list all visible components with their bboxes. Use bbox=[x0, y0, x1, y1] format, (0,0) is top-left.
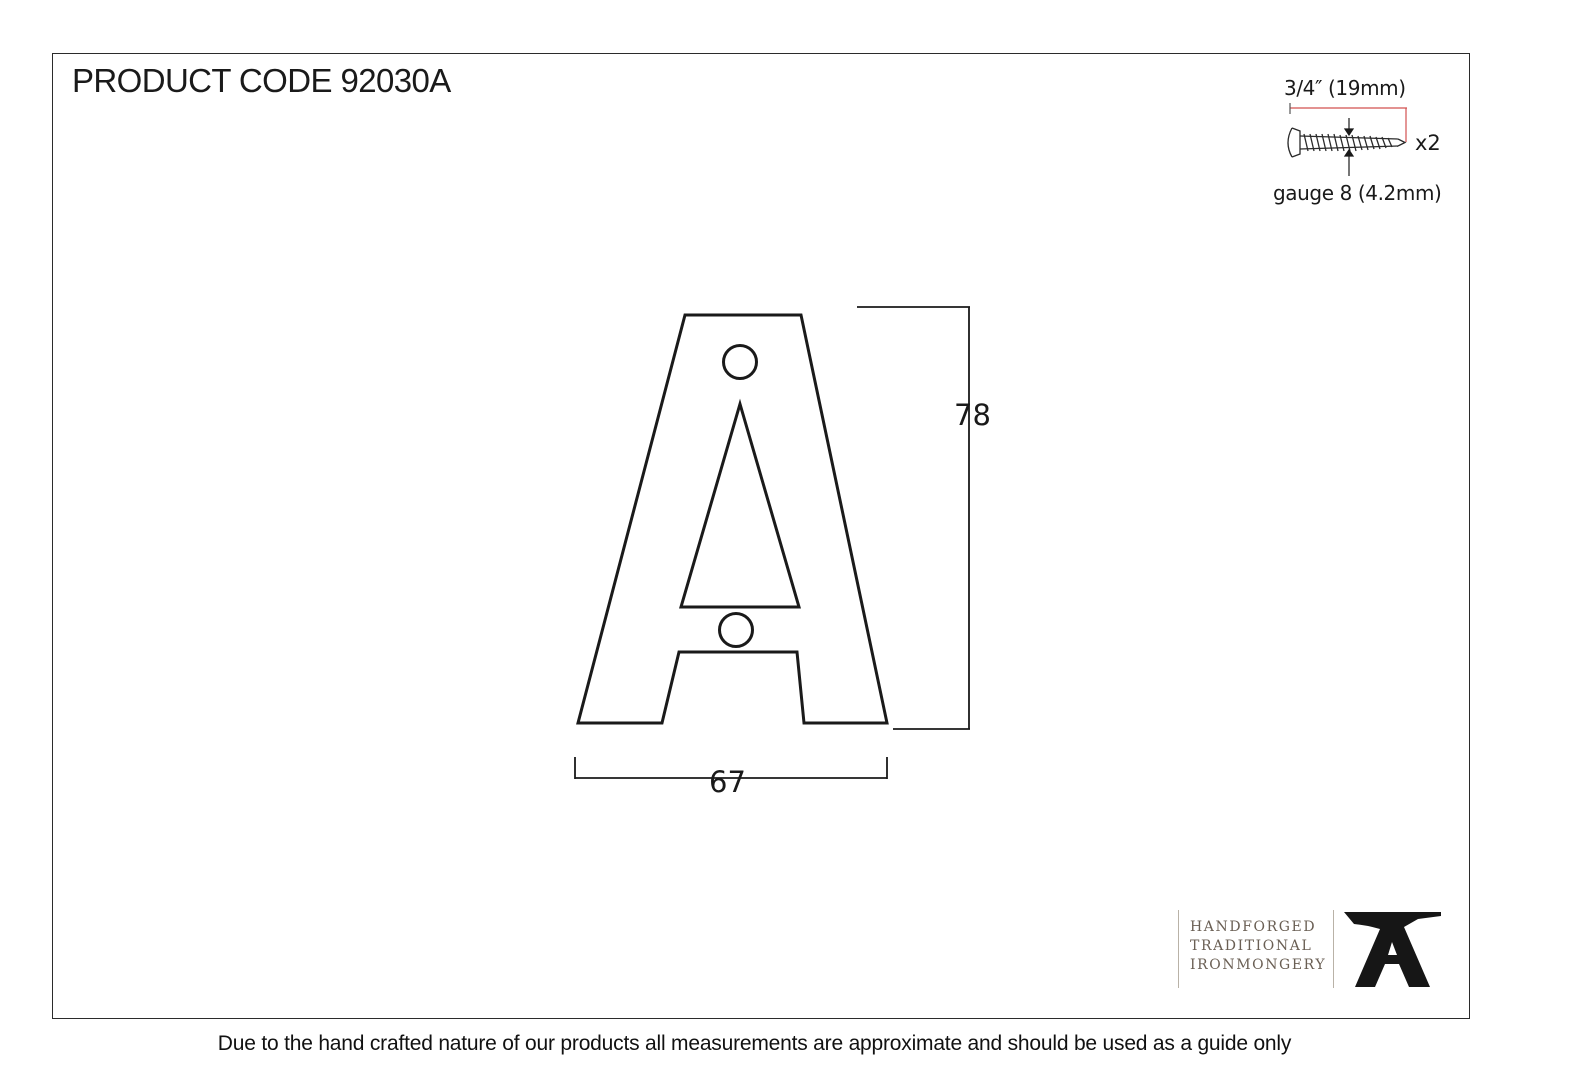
screw-length-label: 3/4″ (19mm) bbox=[1284, 76, 1406, 100]
top-fixing-hole bbox=[724, 346, 757, 379]
height-label: 78 bbox=[954, 398, 991, 432]
letter-a-inner-triangle bbox=[681, 404, 799, 607]
product-code: PRODUCT CODE 92030A bbox=[72, 62, 451, 99]
brand-divider-left bbox=[1178, 910, 1179, 988]
screw-quantity-label: x2 bbox=[1415, 131, 1441, 155]
anvil-logo-icon bbox=[1344, 912, 1441, 987]
brand-divider-right bbox=[1333, 910, 1334, 988]
brand-line-1: HANDFORGED bbox=[1190, 919, 1317, 935]
measurement-disclaimer: Due to the hand crafted nature of our products all measurements are approximate and should be used as a guide only bbox=[217, 1032, 1292, 1055]
brand-wordmark bbox=[1190, 918, 1325, 975]
screw-icon bbox=[1288, 128, 1405, 157]
screw-gauge-label: gauge 8 (4.2mm) bbox=[1273, 181, 1442, 205]
width-label: 67 bbox=[709, 765, 746, 799]
letter-a-outline bbox=[578, 315, 887, 723]
brand-line-3: IRONMONGERY bbox=[1190, 957, 1327, 973]
bottom-fixing-hole bbox=[720, 614, 753, 647]
brand-line-2: TRADITIONAL bbox=[1190, 938, 1313, 954]
